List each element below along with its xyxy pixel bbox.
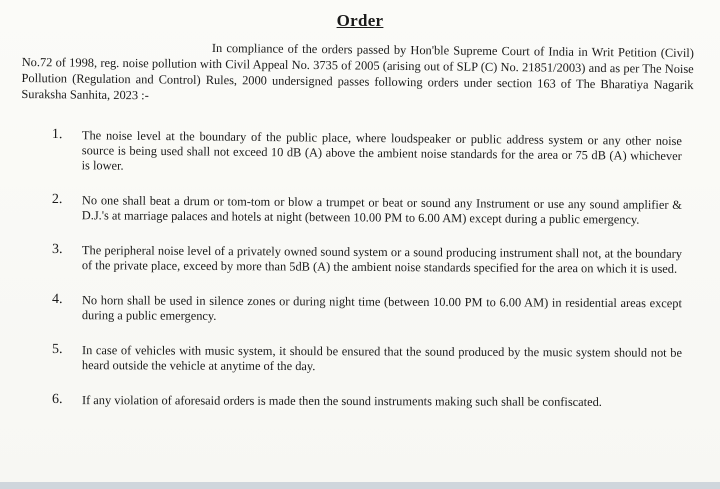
order-item-text: If any violation of aforesaid orders is made then the sound instruments making such shall be confiscated. bbox=[81, 393, 602, 409]
order-item-text: No horn shall be used in silence zones or during night time (between 10.00 PM to 6.00 AM) in residential areas except during a public emergency. bbox=[81, 293, 682, 323]
order-item-number: 5. bbox=[51, 342, 63, 358]
intro-paragraph: In compliance of the orders passed by Hon'ble Supreme Court of India in Writ Petition (Civil) No.72 of 1998, reg. noise pollution with Civil Appeal No. 3735 of 2005 (arising out of SLP (C) No. 21851/2003) and as per The Noise Pollution (Regulation and Control) Rules, 2000 undersigned passes following orders under section 163 of The Bharatiya Nagarik Suraksha Sanhita, 2023 :- bbox=[21, 40, 694, 103]
order-list bbox=[52, 128, 682, 428]
order-item-1 bbox=[52, 128, 682, 179]
order-title: Order bbox=[336, 11, 384, 30]
order-item-3 bbox=[52, 243, 682, 277]
order-item-4 bbox=[52, 293, 682, 326]
order-item-number: 2. bbox=[51, 192, 63, 208]
order-item-text: The peripheral noise level of a privately owned sound system or a sound producing instrument shall not, at the boundary of the private place, exceed by more than 5dB (A) the ambient noise standards specified for the area on which it is used. bbox=[81, 243, 682, 276]
order-item-6 bbox=[52, 393, 682, 410]
order-item-number: 4. bbox=[51, 292, 63, 308]
order-item-text: No one shall beat a drum or tom-tom or blow a trumpet or beat or sound any Instrument or use any sound amplifier & D.J.'s at marriage palaces and hotels at night (between 10.00 PM to 6.00 AM) except during a public emergency. bbox=[81, 193, 682, 227]
order-item-number: 6. bbox=[51, 392, 63, 408]
order-item-text: The noise level at the boundary of the public place, where loudspeaker or public address system or any other noise source is being used shall not exceed 10 dB (A) above the ambient noise standards for the area or 75 dB (A) whichever is lower. bbox=[81, 128, 682, 173]
order-item-5 bbox=[52, 343, 682, 376]
page-bottom-edge bbox=[0, 482, 720, 489]
order-item-number: 3. bbox=[51, 242, 63, 258]
order-item-2 bbox=[52, 193, 682, 228]
order-item-number: 1. bbox=[51, 127, 63, 143]
order-item-text: In case of vehicles with music system, it should be ensured that the sound produced by the music system should not be heard outside the vehicle at anytime of the day. bbox=[81, 343, 682, 374]
